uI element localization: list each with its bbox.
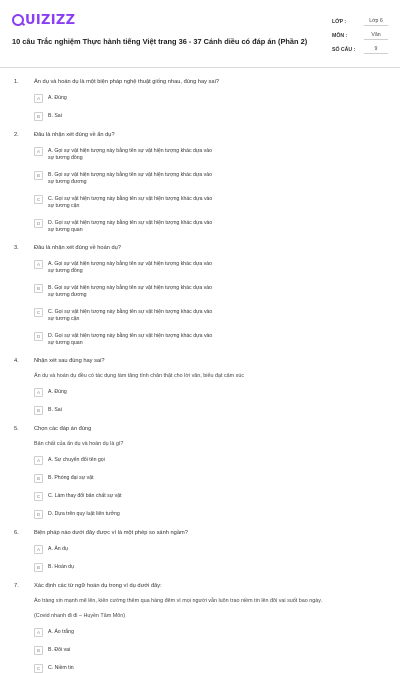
- answer-option[interactable]: [34, 94, 215, 103]
- answer-options: [34, 456, 388, 519]
- option-text: B. Gọi sự vật hiện tượng này bằng tên sự vật hiện tượng khác dựa vào sự tương đương: [48, 285, 213, 298]
- option-text: B. Sai: [48, 407, 62, 413]
- option-letter-box: D: [34, 510, 43, 519]
- option-letter-box: A: [34, 388, 43, 397]
- option-text: A. Đúng: [48, 389, 67, 395]
- option-letter-box: B: [34, 112, 43, 121]
- quizizz-logo: [12, 12, 312, 28]
- option-text: A. Ẩn dụ: [48, 546, 68, 552]
- answer-options: [34, 545, 388, 572]
- question-subtext: Bản chất của ẩn dụ và hoán dụ là gì?: [34, 441, 124, 447]
- answer-option[interactable]: [34, 474, 215, 483]
- option-text: C. Làm thay đổi bản chất sự vật: [48, 493, 122, 499]
- answer-option[interactable]: [34, 545, 215, 554]
- question-line: [12, 244, 388, 252]
- question-text: Xác định các từ ngữ hoán dụ trong ví dụ dưới đây:: [34, 583, 162, 589]
- question-text: Chọn các đáp án đúng: [34, 426, 92, 432]
- question-line: [12, 78, 388, 86]
- question-number: 6.: [14, 530, 19, 536]
- option-text: D. Gọi sự vật hiện tượng này bằng tên sự vật hiện tượng khác dựa vào sự tương quan: [48, 333, 213, 346]
- worksheet-meta: [332, 15, 388, 57]
- option-text: A. Gọi sự vật hiện tượng này bằng tên sự vật hiện tượng khác dựa vào sự tương đồng: [48, 148, 213, 161]
- answer-option[interactable]: [34, 284, 215, 299]
- option-text: B. Phóng đại sự vật: [48, 475, 94, 481]
- answer-option[interactable]: [34, 628, 215, 637]
- question-text: Nhận xét sau đúng hay sai?: [34, 358, 105, 364]
- option-letter-box: B: [34, 646, 43, 655]
- option-text: C. Niềm tin: [48, 665, 74, 671]
- answer-option[interactable]: [34, 195, 215, 210]
- question-line: [12, 131, 388, 139]
- question-text: Đâu là nhận xét đúng về ẩn dụ?: [34, 132, 115, 138]
- question-block: [12, 529, 388, 572]
- meta-label: SỐ CÂU :: [332, 47, 356, 53]
- question-number: 2.: [14, 132, 19, 138]
- question-number: 4.: [14, 358, 19, 364]
- option-letter-box: C: [34, 664, 43, 673]
- answer-option[interactable]: [34, 510, 215, 519]
- question-text: Ẩn dụ và hoán dụ là một biện pháp nghệ thuật giống nhau, đúng hay sai?: [34, 79, 219, 85]
- answer-options: [34, 628, 388, 673]
- meta-row: [332, 15, 388, 29]
- meta-value: Văn: [364, 32, 388, 40]
- option-letter-box: C: [34, 308, 43, 317]
- answer-option[interactable]: [34, 171, 215, 186]
- option-letter-box: C: [34, 492, 43, 501]
- logo-text: UIZIZZ: [25, 12, 76, 28]
- option-letter-box: B: [34, 284, 43, 293]
- meta-value: 9: [364, 46, 388, 54]
- option-text: A. Sự chuyển đổi tên gọi: [48, 457, 105, 463]
- option-letter-box: A: [34, 628, 43, 637]
- option-text: C. Gọi sự vật hiện tượng này bằng tên sự vật hiện tượng khác dựa vào sự tương cận: [48, 196, 213, 209]
- answer-option[interactable]: [34, 219, 215, 234]
- question-subtext: Ẩn dụ và hoán dụ đều có tác dụng làm tăng tính chân thật cho lời văn, biểu đạt cảm xúc: [34, 373, 245, 379]
- option-letter-box: A: [34, 147, 43, 156]
- option-letter-box: D: [34, 219, 43, 228]
- meta-row: [332, 29, 388, 43]
- question-block: [12, 425, 388, 519]
- option-text: D. Gọi sự vật hiện tượng này bằng tên sự vật hiện tượng khác dựa vào sự tương quan: [48, 220, 213, 233]
- option-text: D. Dựa trên quy luật liên tưởng: [48, 511, 120, 517]
- answer-option[interactable]: [34, 406, 215, 415]
- question-block: [12, 582, 388, 673]
- header-divider: [0, 67, 400, 68]
- option-text: B. Hoán dụ: [48, 564, 74, 570]
- answer-option[interactable]: [34, 388, 215, 397]
- meta-value: Lớp 6: [364, 18, 388, 26]
- option-letter-box: B: [34, 474, 43, 483]
- option-text: A. Áo trắng: [48, 629, 74, 635]
- question-number: 5.: [14, 426, 19, 432]
- option-letter-box: D: [34, 332, 43, 341]
- option-letter-box: A: [34, 545, 43, 554]
- answer-options: [34, 147, 388, 234]
- option-letter-box: B: [34, 563, 43, 572]
- question-number: 7.: [14, 583, 19, 589]
- question-block: [12, 357, 388, 415]
- worksheet-header: [12, 12, 388, 57]
- option-letter-box: C: [34, 195, 43, 204]
- option-letter-box: A: [34, 94, 43, 103]
- question-block: [12, 131, 388, 234]
- answer-option[interactable]: [34, 563, 215, 572]
- question-subtext: (Covid nhanh đi đi – Huyền Tâm Môn): [34, 613, 125, 619]
- question-text: Đâu là nhận xét đúng về hoán dụ?: [34, 245, 121, 251]
- question-block: [12, 244, 388, 347]
- question-list: [12, 78, 388, 673]
- option-letter-box: B: [34, 171, 43, 180]
- question-block: [12, 78, 388, 121]
- option-text: B. Gọi sự vật hiện tượng này bằng tên sự vật hiện tượng khác dựa vào sự tương đương: [48, 172, 213, 185]
- answer-option[interactable]: [34, 147, 215, 162]
- question-text: Biện pháp nào dưới đây được ví là một phép so sánh ngầm?: [34, 530, 188, 536]
- answer-option[interactable]: [34, 456, 215, 465]
- option-text: A. Đúng: [48, 95, 67, 101]
- option-text: A. Gọi sự vật hiện tượng này bằng tên sự vật hiện tượng khác dựa vào sự tương đồng: [48, 261, 213, 274]
- answer-option[interactable]: [34, 308, 215, 323]
- option-letter-box: A: [34, 456, 43, 465]
- question-line: [12, 529, 388, 537]
- answer-option[interactable]: [34, 112, 215, 121]
- option-text: C. Gọi sự vật hiện tượng này bằng tên sự vật hiện tượng khác dựa vào sự tương cận: [48, 309, 213, 322]
- option-letter-box: A: [34, 260, 43, 269]
- answer-option[interactable]: [34, 646, 215, 655]
- option-text: B. Đôi vai: [48, 647, 71, 653]
- logo-q-icon: [12, 14, 24, 26]
- meta-label: MÔN :: [332, 33, 348, 39]
- option-text: B. Sai: [48, 113, 62, 119]
- header-left: [12, 12, 312, 46]
- question-line: [12, 425, 388, 433]
- answer-options: [34, 388, 388, 415]
- answer-option[interactable]: [34, 260, 215, 275]
- question-line: [12, 357, 388, 365]
- question-subtext: Áo tràng xin mạnh mẽ lên, kiên cường thêm qua hàng đêm vì mọi người vẫn luôn trao niềm tin lên đôi vai suốt bao ngày.: [34, 598, 323, 604]
- answer-options: [34, 94, 388, 121]
- meta-label: LỚP :: [332, 19, 347, 25]
- question-number: 3.: [14, 245, 19, 251]
- answer-option[interactable]: [34, 664, 215, 673]
- worksheet-title: 10 câu Trắc nghiệm Thực hành tiếng Việt trang 36 - 37 Cánh diều có đáp án (Phần 2): [12, 37, 308, 46]
- option-letter-box: B: [34, 406, 43, 415]
- answer-options: [34, 260, 388, 347]
- question-line: [12, 582, 388, 590]
- question-number: 1.: [14, 79, 19, 85]
- answer-option[interactable]: [34, 332, 215, 347]
- answer-option[interactable]: [34, 492, 215, 501]
- meta-row: [332, 43, 388, 57]
